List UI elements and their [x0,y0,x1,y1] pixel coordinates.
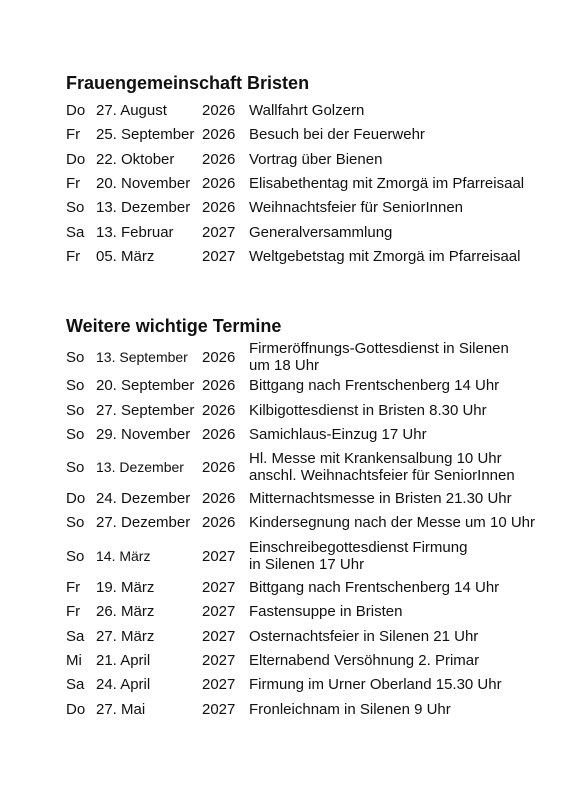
row-event [249,175,524,192]
row-date: 22. Oktober [96,151,175,168]
row-event [249,151,382,168]
event-line: Vortrag über Bienen [249,151,383,168]
row-event [249,248,521,265]
row-day: Sa [66,628,85,645]
row-event [249,514,535,531]
row-date: 19. März [96,579,155,596]
row-day: Fr [66,603,81,620]
section-title: Frauengemeinschaft Bristen [66,73,310,93]
event-line: in Silenen 17 Uhr [249,556,365,573]
row-day: So [66,402,85,419]
event-line: Bittgang nach Frentschenberg 14 Uhr [249,377,500,394]
row-event [249,628,478,645]
event-line: Firmeröffnungs-Gottesdienst in Silenen [249,340,509,357]
row-year: 2026 [202,102,236,119]
section-title: Weitere wichtige Termine [66,316,282,336]
row-event [249,102,364,119]
event-line: Hl. Messe mit Krankensalbung 10 Uhr [249,450,502,467]
event-line: Elisabethentag mit Zmorgä im Pfarreisaal [249,175,525,192]
row-year: 2027 [202,603,236,620]
event-line: Bittgang nach Frentschenberg 14 Uhr [249,579,500,596]
row-year: 2027 [202,701,236,718]
row-date: 27. August [96,102,167,119]
row-event [249,450,515,484]
row-day: Fr [66,579,81,596]
row-year: 2027 [202,248,236,265]
row-year: 2026 [202,490,236,507]
row-year: 2027 [202,676,236,693]
event-line: Generalversammlung [249,224,393,241]
row-day: So [66,426,85,443]
row-day: So [66,349,85,366]
row-date: 21. April [96,652,151,669]
event-line: Samichlaus-Einzug 17 Uhr [249,426,427,443]
row-year: 2026 [202,402,236,419]
row-event [249,224,392,241]
row-year: 2027 [202,548,236,565]
event-line: anschl. Weihnachtsfeier für SeniorInnen [249,467,515,484]
row-event [249,603,402,620]
row-date: 26. März [96,603,155,620]
event-line: Einschreibegottesdienst Firmung [249,539,468,556]
row-date: 20. November [96,175,191,192]
row-year: 2026 [202,426,236,443]
row-day: So [66,199,85,216]
row-date: 13. Februar [96,224,174,241]
row-day: Fr [66,175,81,192]
row-date: 13. Dezember [96,199,191,216]
row-day: Do [66,151,86,168]
row-event [249,426,427,443]
row-year: 2027 [202,628,236,645]
row-event [249,126,425,143]
row-day: So [66,514,85,531]
row-date: 29. November [96,426,191,443]
row-year: 2027 [202,579,236,596]
row-day: So [66,459,85,476]
row-year: 2026 [202,514,236,531]
row-date: 27. März [96,628,155,645]
event-line: Elternabend Versöhnung 2. Primar [249,652,480,669]
row-day: Do [66,701,86,718]
row-date: 24. April [96,676,151,693]
row-day: So [66,548,85,565]
row-year: 2027 [202,652,236,669]
row-date: 20. September [96,377,195,394]
event-line: Weihnachtsfeier für SeniorInnen [249,199,464,216]
row-date: 27. September [96,402,195,419]
event-line: Osternachtsfeier in Silenen 21 Uhr [249,628,479,645]
row-year: 2026 [202,349,236,366]
row-event [249,199,463,216]
event-line: um 18 Uhr [249,357,320,374]
row-date: 27. Dezember [96,514,191,531]
row-day: Sa [66,676,85,693]
row-year: 2027 [202,224,236,241]
row-date: 05. März [96,248,155,265]
row-day: So [66,377,85,394]
row-year: 2026 [202,199,236,216]
row-date: 14. März [96,548,151,564]
row-year: 2026 [202,151,236,168]
row-day: Do [66,102,86,119]
event-line: Fronleichnam in Silenen 9 Uhr [249,701,451,718]
event-line: Weltgebetstag mit Zmorgä im Pfarreisaal [249,248,521,265]
event-line: Wallfahrt Golzern [249,102,365,119]
row-day: Do [66,490,86,507]
row-date: 24. Dezember [96,490,191,507]
row-year: 2026 [202,175,236,192]
row-date: 13. Dezember [96,459,184,475]
row-date: 13. September [96,349,188,365]
row-event [249,490,512,507]
row-event [249,402,487,419]
row-day: Sa [66,224,85,241]
event-line: Mitternachtsmesse in Bristen 21.30 Uhr [249,490,512,507]
event-line: Firmung im Urner Oberland 15.30 Uhr [249,676,502,693]
row-event [249,676,502,693]
row-event [249,377,499,394]
row-day: Fr [66,248,81,265]
row-event [249,340,509,374]
event-line: Besuch bei der Feuerwehr [249,126,425,143]
row-event [249,701,451,718]
row-day: Mi [66,652,82,669]
row-year: 2026 [202,377,236,394]
row-date: 27. Mai [96,701,146,718]
row-year: 2026 [202,126,236,143]
row-event [249,579,499,596]
row-day: Fr [66,126,81,143]
row-date: 25. September [96,126,195,143]
event-line: Kilbigottesdienst in Bristen 8.30 Uhr [249,402,487,419]
row-event [249,652,479,669]
event-line: Kindersegnung nach der Messe um 10 Uhr [249,514,535,531]
event-line: Fastensuppe in Bristen [249,603,403,620]
row-event [249,539,467,573]
row-year: 2026 [202,459,236,476]
